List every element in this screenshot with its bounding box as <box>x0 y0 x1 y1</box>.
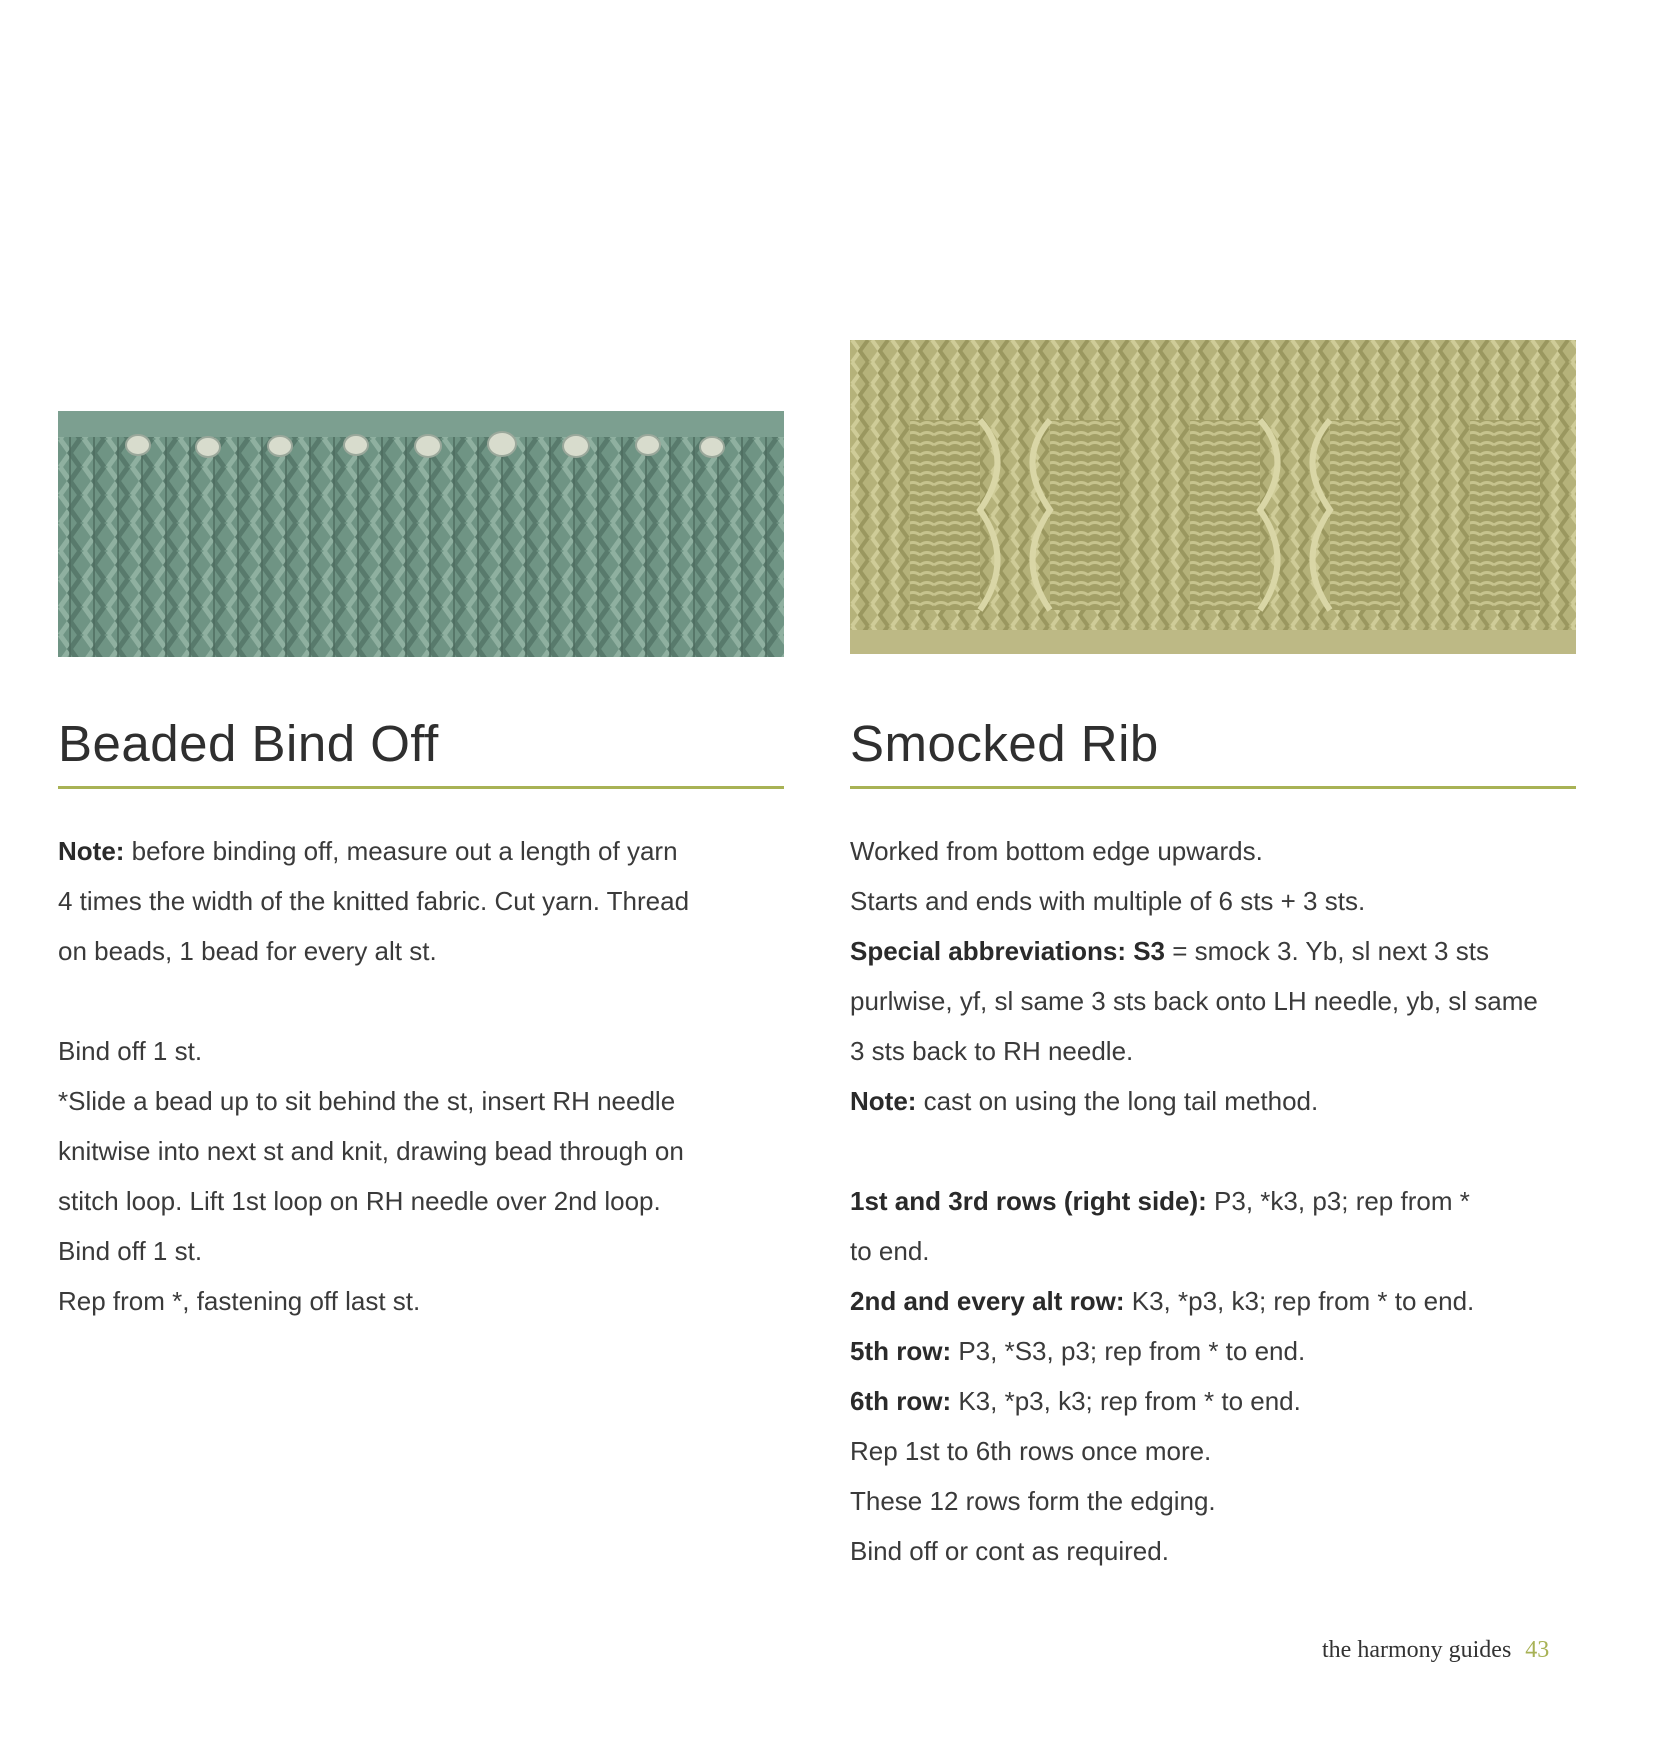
smocked-rib-instructions <box>850 826 1590 1576</box>
page-number: 43 <box>1525 1637 1550 1663</box>
instruction-line: stitch loop. Lift 1st loop on RH needle over 2nd loop. <box>58 1186 661 1216</box>
closing-line: Rep 1st to 6th rows once more. <box>850 1436 1212 1466</box>
row-instruction: 6th row: K3, *p3, k3; rep from * to end. <box>850 1386 1301 1416</box>
note-line: 4 times the width of the knitted fabric. Cut yarn. Thread <box>58 886 690 916</box>
intro-line: Starts and ends with multiple of 6 sts + 3 sts. <box>850 886 1366 916</box>
instruction-line: *Slide a bead up to sit behind the st, insert RH needle <box>58 1086 676 1116</box>
section-title-smocked-rib: Smocked Rib <box>850 715 1159 772</box>
page-footer <box>1322 1637 1549 1664</box>
note-label: Note: <box>850 1086 917 1116</box>
special-abbreviation-line: purlwise, yf, sl same 3 sts back onto LH needle, yb, sl same <box>850 986 1538 1016</box>
instruction-line: Bind off 1 st. <box>58 1236 203 1266</box>
closing-line: These 12 rows form the edging. <box>850 1486 1216 1516</box>
swatch-right-graphic <box>850 340 1576 654</box>
swatch-left-graphic <box>58 411 784 657</box>
instruction-line: Bind off 1 st. <box>58 1036 203 1066</box>
section-title-beaded-bind-off: Beaded Bind Off <box>58 715 439 772</box>
row-instruction: 2nd and every alt row: K3, *p3, k3; rep from * to end. <box>850 1286 1475 1316</box>
instruction-line: knitwise into next st and knit, drawing bead through on <box>58 1136 684 1166</box>
smocked-rib-swatch-image <box>850 340 1576 654</box>
title-divider <box>850 786 1576 789</box>
title-divider <box>58 786 784 789</box>
note-label: Note: <box>58 836 125 866</box>
instruction-line: Rep from *, fastening off last st. <box>58 1286 421 1316</box>
beaded-bind-off-swatch-image <box>58 411 784 657</box>
row-instruction: to end. <box>850 1236 930 1266</box>
beaded-bind-off-instructions <box>58 826 784 1326</box>
note-line: Note: cast on using the long tail method. <box>850 1086 1319 1116</box>
special-abbreviations-label: Special abbreviations: S3 <box>850 936 1166 966</box>
special-abbreviation-line: 3 sts back to RH needle. <box>850 1036 1134 1066</box>
row-instruction: 5th row: P3, *S3, p3; rep from * to end. <box>850 1336 1306 1366</box>
intro-line: Worked from bottom edge upwards. <box>850 836 1263 866</box>
note-line: on beads, 1 bead for every alt st. <box>58 936 437 966</box>
note-line: Note: before binding off, measure out a length of yarn <box>58 836 678 866</box>
closing-line: Bind off or cont as required. <box>850 1536 1169 1566</box>
footer-guide-name: the harmony guides <box>1322 1637 1512 1663</box>
row-instruction: 1st and 3rd rows (right side): P3, *k3, p3; rep from * <box>850 1186 1470 1216</box>
special-abbreviation-line: Special abbreviations: S3 = smock 3. Yb, sl next 3 sts <box>850 936 1489 966</box>
